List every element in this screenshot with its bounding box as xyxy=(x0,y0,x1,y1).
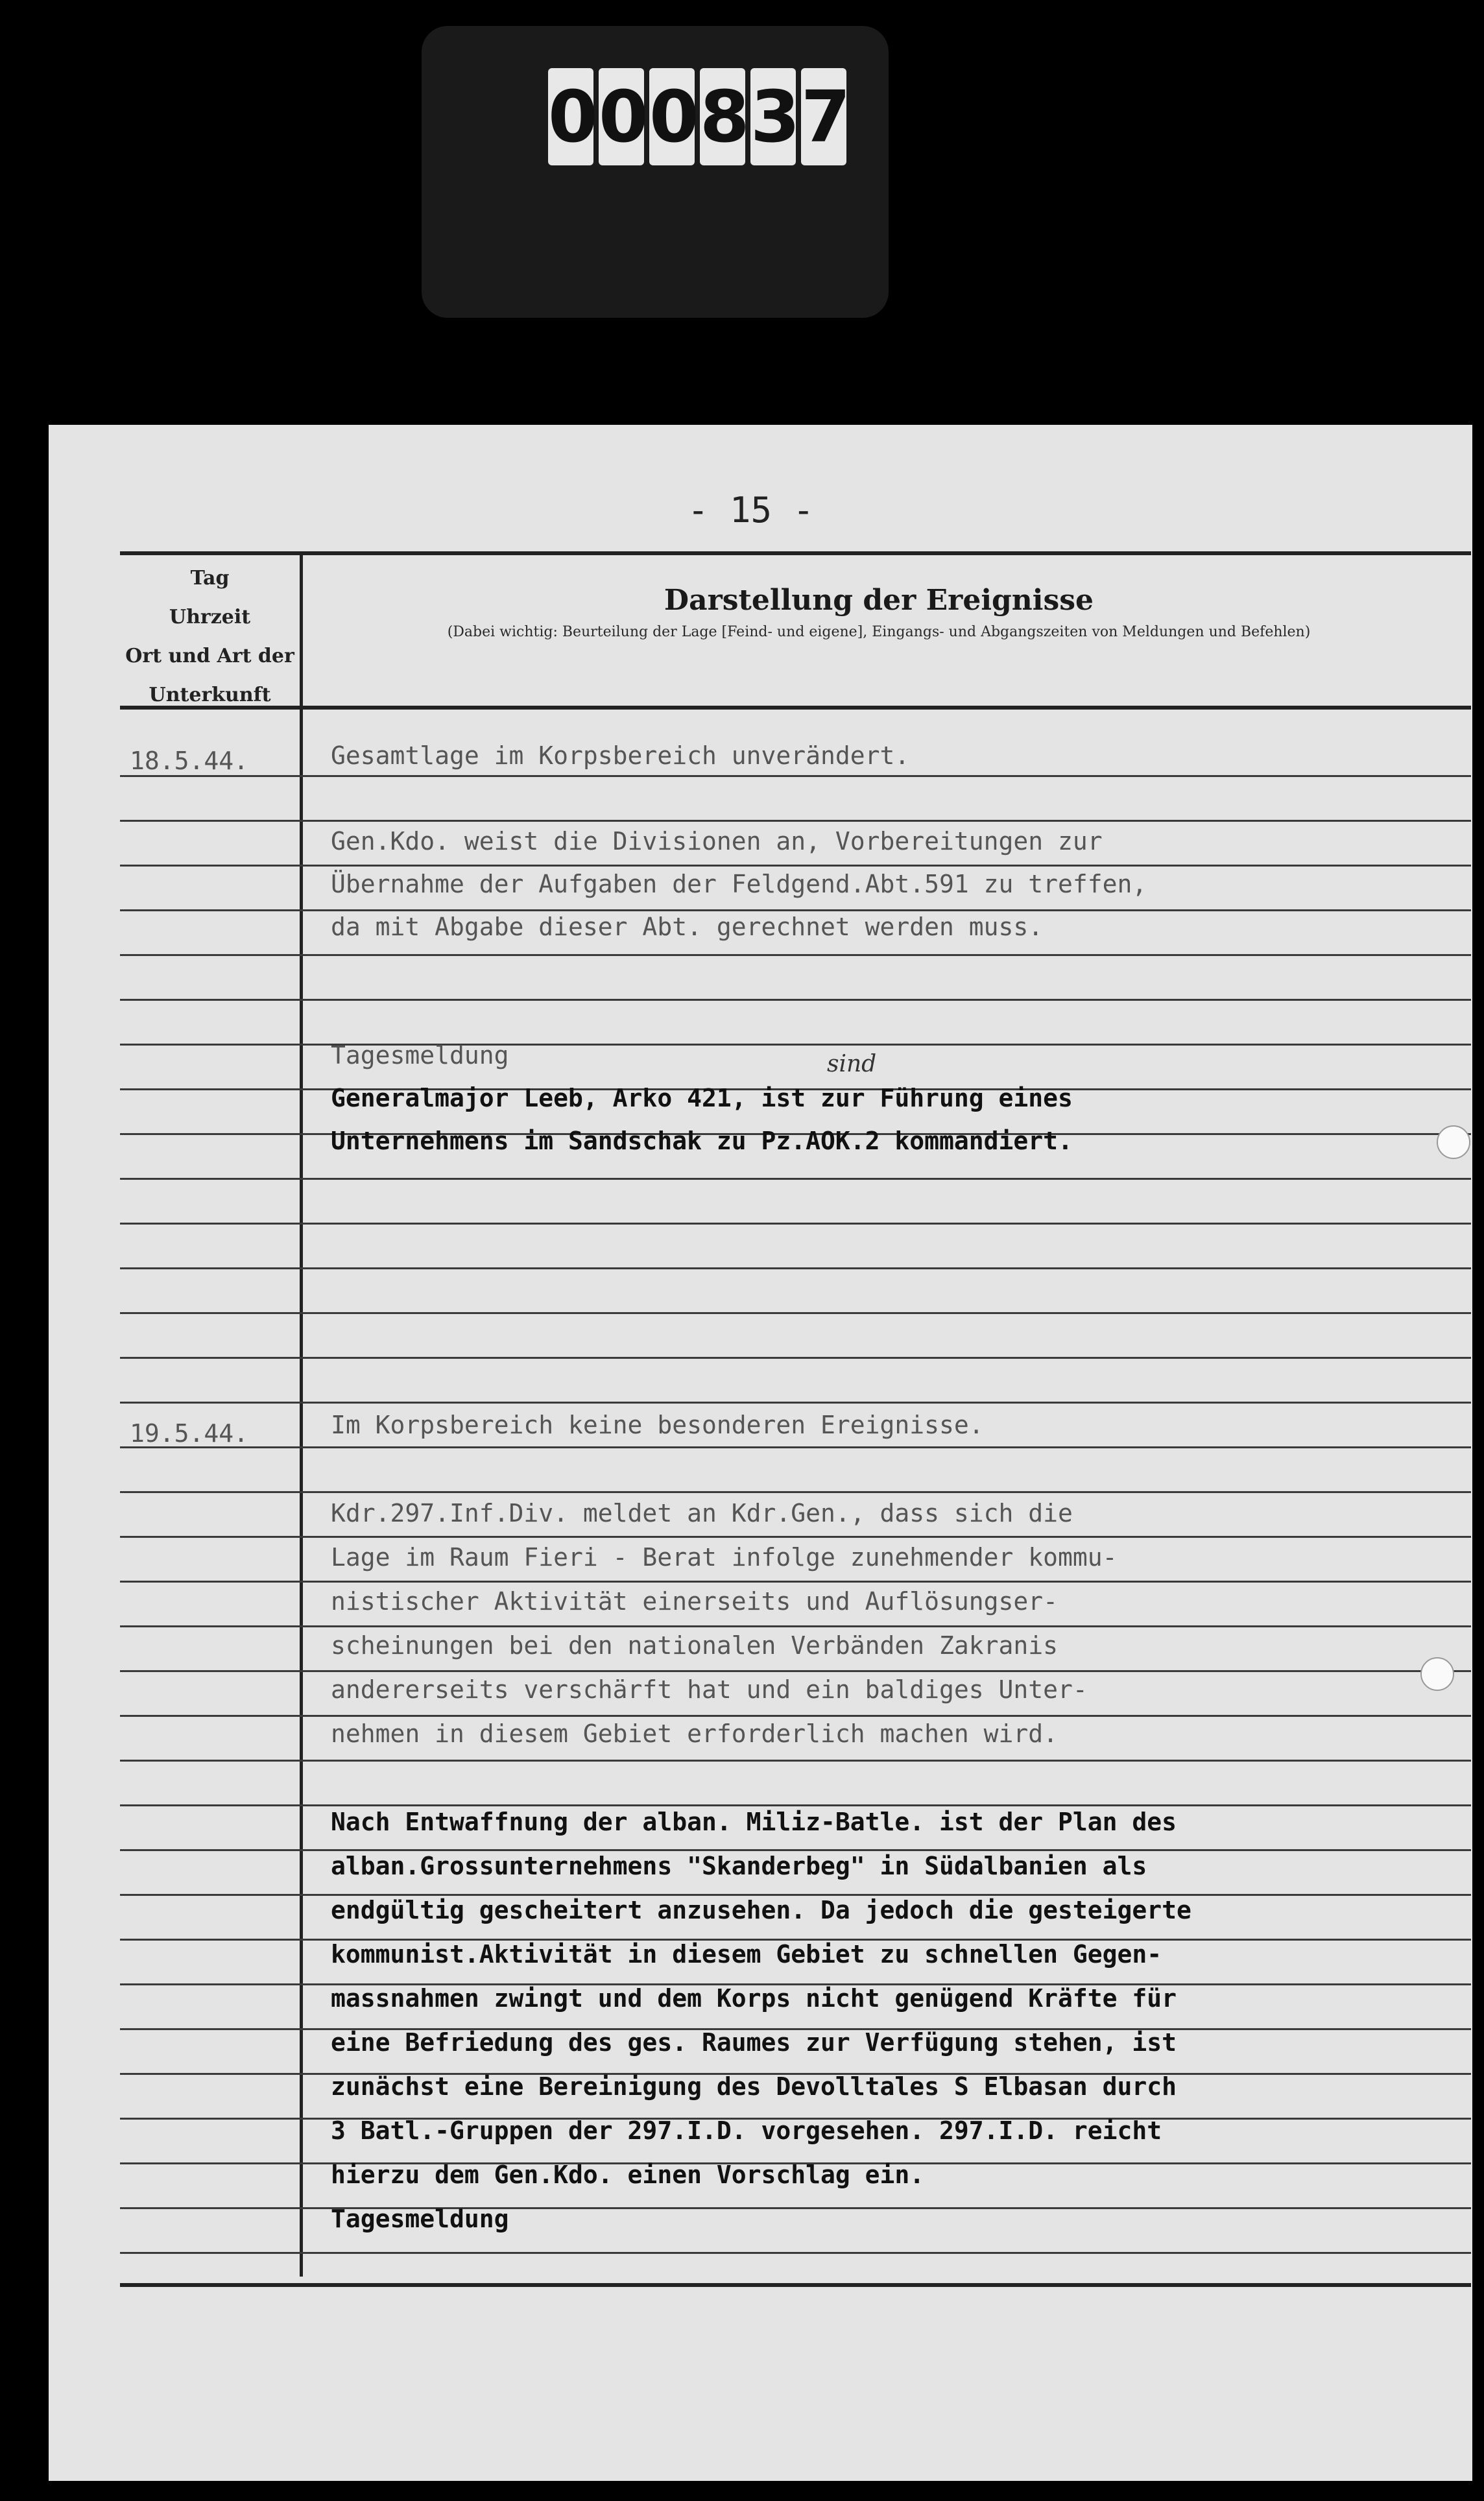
entry-line: Kdr.297.Inf.Div. meldet an Kdr.Gen., dass sich die xyxy=(331,1499,1073,1527)
entry-line: Generalmajor Leeb, Arko 421, ist zur Führung eines xyxy=(331,1084,1073,1112)
ruled-line xyxy=(120,1357,1471,1359)
ruled-line xyxy=(120,1536,1471,1538)
entry-line: Lage im Raum Fieri - Berat infolge zunehmender kommu- xyxy=(331,1543,1118,1572)
entry-line: da mit Abgabe dieser Abt. gerechnet werden muss. xyxy=(331,913,1044,941)
entry-line: Tagesmeldung xyxy=(331,1041,509,1070)
ruled-line xyxy=(120,1491,1471,1493)
entry-line: massnahmen zwingt und dem Korps nicht genügend Kräfte für xyxy=(331,1984,1177,2013)
ruled-line xyxy=(120,775,1471,777)
ruled-line xyxy=(120,2252,1471,2254)
header-top-rule xyxy=(120,551,1471,555)
ruled-line xyxy=(120,954,1471,956)
col-header-ort: Ort und Art der xyxy=(125,645,294,667)
entry-line: alban.Grossunternehmens "Skanderbeg" in Südalbanien als xyxy=(331,1852,1147,1880)
col-header-uhrzeit: Uhrzeit xyxy=(169,606,251,628)
entry-line: nehmen in diesem Gebiet erforderlich machen wird. xyxy=(331,1719,1059,1748)
entry-line: nistischer Aktivität einerseits und Auflösungser- xyxy=(331,1587,1059,1616)
entry-line: Im Korpsbereich keine besonderen Ereignisse. xyxy=(331,1411,984,1439)
entry-date: 19.5.44. xyxy=(130,1419,249,1448)
col-header-tag: Tag xyxy=(190,567,230,590)
counter-digit: 7 xyxy=(801,68,846,165)
frame-counter xyxy=(548,68,851,165)
counter-digit: 0 xyxy=(649,68,695,165)
punch-hole xyxy=(1437,1125,1470,1159)
entry-line: 3 Batl.-Gruppen der 297.I.D. vorgesehen. 297.I.D. reicht xyxy=(331,2116,1162,2145)
header-title: Darstellung der Ereignisse xyxy=(664,584,1094,617)
entry-date: 18.5.44. xyxy=(130,747,249,775)
entry-line: eine Befriedung des ges. Raumes zur Verfügung stehen, ist xyxy=(331,2028,1177,2057)
col-header-unterkunft: Unterkunft xyxy=(149,684,271,706)
punch-hole xyxy=(1420,1657,1454,1691)
ruled-line xyxy=(120,999,1471,1001)
entry-line: andererseits verschärft hat und ein baldiges Unter- xyxy=(331,1675,1088,1704)
entry-line: zunächst eine Bereinigung des Devolltales S Elbasan durch xyxy=(331,2072,1177,2101)
ruled-line xyxy=(120,1625,1471,1627)
ruled-line xyxy=(120,1760,1471,1762)
ruled-line xyxy=(120,1715,1471,1717)
entry-line: Gesamtlage im Korpsbereich unverändert. xyxy=(331,741,910,770)
ruled-line xyxy=(120,1446,1471,1448)
entry-line: endgültig gescheitert anzusehen. Da jedoch die gesteigerte xyxy=(331,1896,1191,1924)
ruled-line xyxy=(120,1670,1471,1672)
ruled-line xyxy=(120,820,1471,822)
header-bottom-rule xyxy=(120,706,1471,710)
ruled-line xyxy=(120,1044,1471,1046)
counter-digit: 0 xyxy=(599,68,644,165)
ruled-line xyxy=(120,1581,1471,1583)
column-divider xyxy=(300,555,303,2277)
entry-line: Übernahme der Aufgaben der Feldgend.Abt.591 zu treffen, xyxy=(331,870,1147,898)
counter-digit: 3 xyxy=(750,68,796,165)
entry-line: kommunist.Aktivität in diesem Gebiet zu schnellen Gegen- xyxy=(331,1940,1162,1968)
left-column-header xyxy=(120,559,300,715)
ruled-line xyxy=(120,1402,1471,1404)
ruled-line xyxy=(120,1267,1471,1269)
ruled-line xyxy=(120,1312,1471,1314)
entry-line: Gen.Kdo. weist die Divisionen an, Vorbereitungen zur xyxy=(331,827,1103,856)
handwritten-annotation: sind xyxy=(827,1051,877,1077)
page-number: - 15 - xyxy=(688,490,815,531)
entry-line: Nach Entwaffnung der alban. Miliz-Batle. ist der Plan des xyxy=(331,1808,1177,1836)
ruled-line xyxy=(120,865,1471,867)
entry-line: Tagesmeldung xyxy=(331,2205,509,2233)
entry-line: scheinungen bei den nationalen Verbänden Zakranis xyxy=(331,1631,1059,1660)
counter-digit: 8 xyxy=(700,68,745,165)
entry-line: Unternehmens im Sandschak zu Pz.AOK.2 kommandiert. xyxy=(331,1127,1073,1155)
ruled-line xyxy=(120,1178,1471,1180)
header-subtitle: (Dabei wichtig: Beurteilung der Lage [Feind- und eigene], Eingangs- und Abgangszeiten von Meldungen und Befehlen) xyxy=(447,624,1311,640)
ruled-line xyxy=(120,1223,1471,1225)
counter-digit: 0 xyxy=(548,68,593,165)
ruled-line xyxy=(120,2207,1471,2209)
entry-line: hierzu dem Gen.Kdo. einen Vorschlag ein. xyxy=(331,2160,925,2189)
bottom-rule xyxy=(120,2283,1471,2287)
